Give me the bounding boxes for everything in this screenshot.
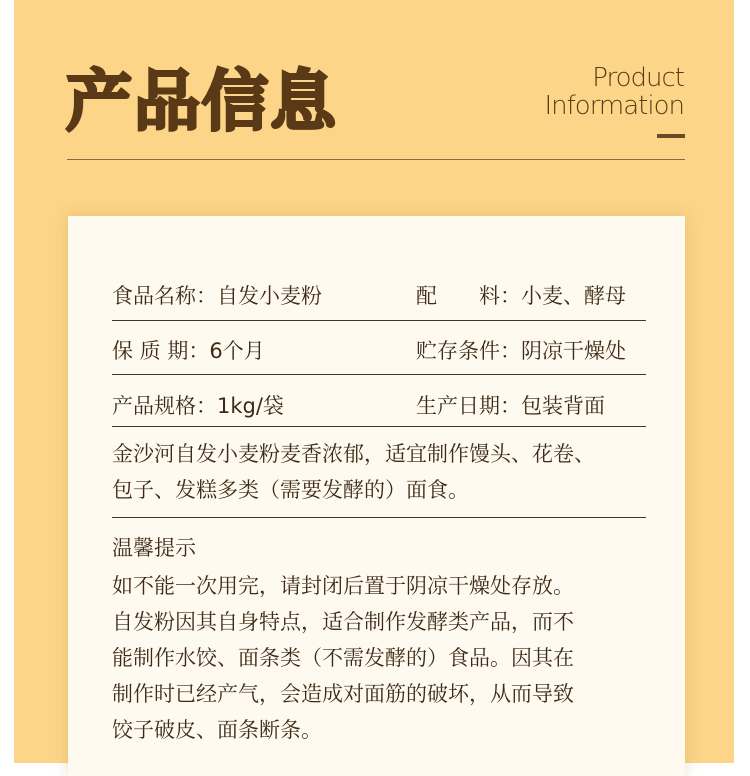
spec-package-size: 产品规格：1kg/袋 xyxy=(112,394,284,418)
tips-text xyxy=(112,568,652,748)
spec-divider xyxy=(112,374,646,375)
description-line: 包子、发糕多类（需要发酵的）面食。 xyxy=(112,478,469,502)
tips-line: 能制作水饺、面条类（不需发酵的）食品。因其在 xyxy=(112,646,574,670)
description-divider xyxy=(112,517,646,518)
spec-shelf-life: 保 质 期：6个月 xyxy=(112,339,265,363)
tips-line: 制作时已经产气，会造成对面筋的破坏，从而导致 xyxy=(112,682,574,706)
header-divider xyxy=(67,159,685,160)
spec-divider xyxy=(112,426,646,427)
title-accent-bar xyxy=(657,134,685,138)
tips-line: 如不能一次用完，请封闭后置于阴凉干燥处存放。 xyxy=(112,574,574,598)
spec-ingredients: 配 料：小麦、酵母 xyxy=(416,284,626,308)
title-en-line2: Information xyxy=(544,91,684,121)
spec-storage: 贮存条件：阴凉干燥处 xyxy=(416,339,626,363)
page-title: 产品信息 xyxy=(66,63,338,140)
page-title-english xyxy=(484,64,684,120)
product-description xyxy=(112,436,652,508)
spec-divider xyxy=(112,320,646,321)
tips-line: 自发粉因其自身特点，适合制作发酵类产品，而不 xyxy=(112,610,574,634)
title-en-line1: Product xyxy=(592,63,684,93)
spec-production-date: 生产日期：包装背面 xyxy=(416,394,605,418)
tips-line: 饺子破皮、面条断条。 xyxy=(112,718,322,742)
description-line: 金沙河自发小麦粉麦香浓郁，适宜制作馒头、花卷、 xyxy=(112,442,595,466)
tips-heading: 温馨提示 xyxy=(112,536,196,560)
spec-product-name: 食品名称：自发小麦粉 xyxy=(112,284,322,308)
